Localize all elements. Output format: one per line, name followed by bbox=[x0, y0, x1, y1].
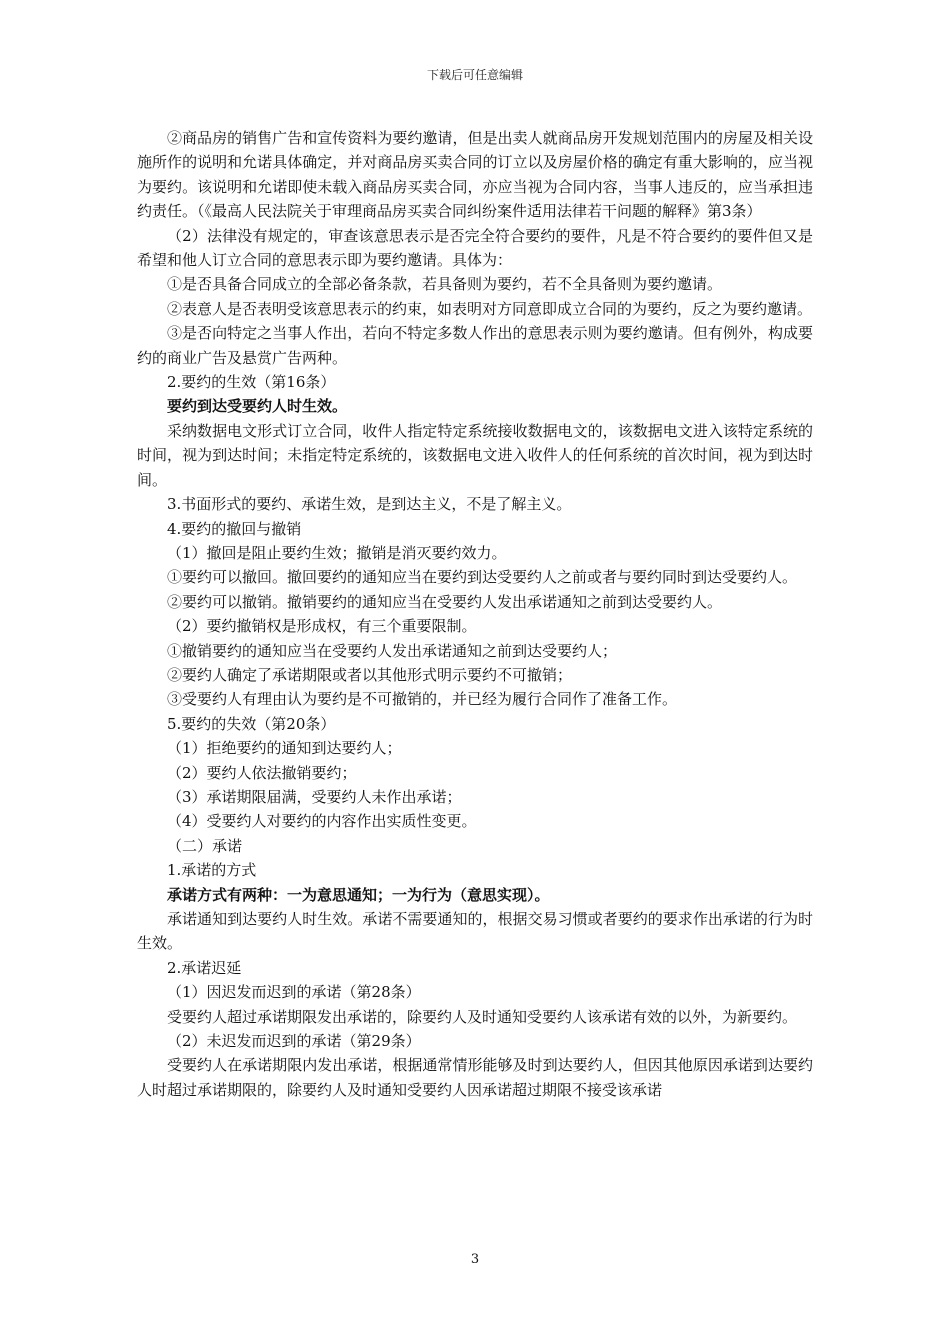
paragraph: （2）未迟发而迟到的承诺（第29条） bbox=[167, 1032, 421, 1051]
paragraph: ③是否向特定之当事人作出，若向不特定多数人作出的意思表示则为要约邀请。但有例外，构成要约的商业广告及悬赏广告两种。 bbox=[137, 324, 813, 367]
paragraph: 1.承诺的方式 bbox=[167, 861, 257, 880]
page-number: 3 bbox=[470, 1252, 480, 1267]
paragraph: （4）受要约人对要约的内容作出实质性变更。 bbox=[167, 812, 477, 831]
paragraph: 采纳数据电文形式订立合同，收件人指定特定系统接收数据电文的，该数据电文进入该特定系统的时间，视为到达时间；未指定特定系统的，该数据电文进入收件人的任何系统的首次时间，视为到达时间。 bbox=[137, 421, 813, 489]
paragraph: 2.承诺迟延 bbox=[167, 958, 242, 977]
paragraph: ②要约可以撤销。撤销要约的通知应当在受要约人发出承诺通知之前到达受要约人。 bbox=[167, 592, 723, 611]
paragraph: （2）要约人依法撤销要约； bbox=[167, 763, 357, 782]
paragraph: 承诺通知到达要约人时生效。承诺不需要通知的，根据交易习惯或者要约的要求作出承诺的行为时生效。 bbox=[137, 910, 813, 953]
paragraph: ①是否具备合同成立的全部必备条款，若具备则为要约，若不全具备则为要约邀请。 bbox=[167, 275, 723, 294]
paragraph: 4.要约的撤回与撤销 bbox=[167, 519, 302, 538]
paragraph: 受要约人超过承诺期限发出承诺的，除要约人及时通知受要约人该承诺有效的以外，为新要约。 bbox=[167, 1007, 798, 1026]
paragraph: （1）因迟发而迟到的承诺（第28条） bbox=[167, 983, 421, 1002]
paragraph: 2.要约的生效（第16条） bbox=[167, 373, 336, 392]
page-header: 下载后可任意编辑 bbox=[426, 68, 523, 82]
paragraph: 受要约人在承诺期限内发出承诺，根据通常情形能够及时到达要约人，但因其他原因承诺到达要约人时超过承诺期限的，除要约人及时通知受要约人因承诺超过期限不接受该承诺 bbox=[137, 1056, 813, 1099]
paragraph: 要约到达受要约人时生效。 bbox=[167, 397, 348, 416]
paragraph: （2）要约撤销权是形成权，有三个重要限制。 bbox=[167, 617, 477, 636]
paragraph: 5.要约的失效（第20条） bbox=[167, 714, 336, 733]
paragraph: （1）拒绝要约的通知到达要约人； bbox=[167, 739, 402, 758]
paragraph: ①要约可以撤回。撤回要约的通知应当在要约到达受要约人之前或者与要约同时到达受要约人。 bbox=[167, 568, 798, 587]
paragraph: （二）承诺 bbox=[167, 836, 243, 855]
paragraph: （3）承诺期限届满，受要约人未作出承诺； bbox=[167, 787, 462, 806]
paragraph: 3.书面形式的要约、承诺生效，是到达主义，不是了解主义。 bbox=[167, 495, 572, 514]
paragraph: ③受要约人有理由认为要约是不可撤销的，并已经为履行合同作了准备工作。 bbox=[167, 690, 678, 709]
paragraph: ②表意人是否表明受该意思表示的约束，如表明对方同意即成立合同的为要约，反之为要约邀请。 bbox=[167, 299, 813, 318]
paragraph: （1）撤回是阻止要约生效；撤销是消灭要约效力。 bbox=[167, 543, 507, 562]
paragraph: ②要约人确定了承诺期限或者以其他形式明示要约不可撤销； bbox=[167, 665, 573, 684]
paragraph: （2）法律没有规定的，审查该意思表示是否完全符合要约的要件，凡是不符合要约的要件但又是希望和他人订立合同的意思表示即为要约邀请。具体为： bbox=[137, 226, 813, 270]
paragraph: ①撤销要约的通知应当在受要约人发出承诺通知之前到达受要约人； bbox=[167, 641, 618, 660]
paragraph: 承诺方式有两种：一为意思通知；一为行为（意思实现）。 bbox=[167, 885, 550, 904]
paragraph: ②商品房的销售广告和宣传资料为要约邀请，但是出卖人就商品房开发规划范围内的房屋及相关设施所作的说明和允诺具体确定，并对商品房买卖合同的订立以及房屋价格的确定有重大影响的，应当视为要约。该说明和允诺即使未载入商品房买卖合同，亦应当视为合同内容，当事人违反的，应当承担违约责任。（《最高人民法院关于审理商品房买卖合同纠纷案件适用法律若干问题的解释》第3条） bbox=[137, 129, 813, 221]
document-body bbox=[137, 126, 813, 1102]
